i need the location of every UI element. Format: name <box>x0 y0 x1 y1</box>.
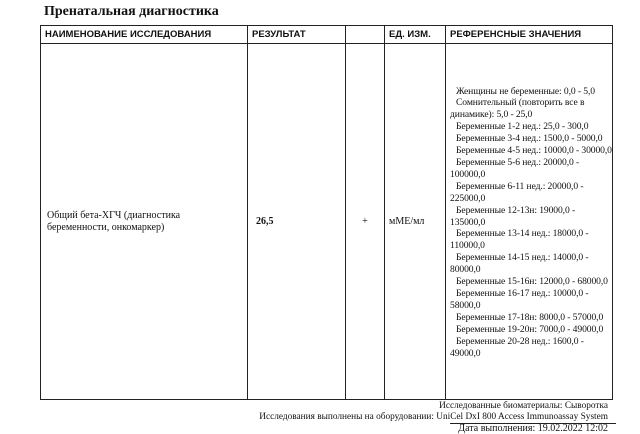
equipment-note: Исследования выполнены на оборудовании: UniCel DxI 800 Access Immunoassay System <box>259 412 608 422</box>
table-row <box>41 44 613 400</box>
biomaterial-note: Исследованные биоматериалы: Сыворотка <box>439 401 608 411</box>
result-flag: + <box>346 44 385 400</box>
header-flag <box>346 26 385 44</box>
reference-value: Беременные 13-14 нед.: 18000,0 - 110000,0 <box>450 228 589 252</box>
header-result: РЕЗУЛЬТАТ <box>248 26 346 44</box>
header-reference-values: РЕФЕРЕНСНЫЕ ЗНАЧЕНИЯ <box>446 26 613 44</box>
section-title: Пренатальная диагностика <box>44 4 219 19</box>
reference-value: Беременные 3-4 нед.: 1500,0 - 5000,0 <box>456 133 603 145</box>
reference-value: Беременные 20-28 нед.: 1600,0 - 49000,0 <box>450 335 584 359</box>
reference-value: Беременные 6-11 нед.: 20000,0 - 225000,0 <box>450 180 584 204</box>
reference-values-cell <box>446 44 613 400</box>
reference-value: Сомнительный (повторить все в динамике): 5,0 - 25,0 <box>450 97 585 121</box>
reference-value: Беременные 19-20н: 7000,0 - 49000,0 <box>456 323 604 335</box>
reference-value: Беременные 1-2 нед.: 25,0 - 300,0 <box>456 121 589 133</box>
reference-value: Беременные 4-5 нед.: 10000,0 - 30000,0 <box>456 145 612 157</box>
reference-value: Беременные 12-13н: 19000,0 - 135000,0 <box>450 204 576 228</box>
reference-value: Беременные 17-18н: 8000,0 - 57000,0 <box>456 311 604 323</box>
header-unit: ЕД. ИЗМ. <box>385 26 446 44</box>
execution-date-text: Дата выполнения: 19.02.2022 12:02 <box>458 423 608 434</box>
reference-value: Женщины не беременные: 0,0 - 5,0 <box>456 85 596 97</box>
test-unit: мМЕ/мл <box>385 44 446 400</box>
footer-divider <box>450 423 616 424</box>
reference-value: Беременные 14-15 нед.: 14000,0 - 80000,0 <box>450 252 589 276</box>
reference-value: Беременные 5-6 нед.: 20000,0 - 100000,0 <box>450 157 580 180</box>
test-name: Общий бета-ХГЧ (диагностика беременности, онкомаркер) <box>41 44 248 400</box>
reference-value: Беременные 16-17 нед.: 10000,0 - 58000,0 <box>450 287 589 311</box>
results-table <box>40 25 613 400</box>
header-name: НАИМЕНОВАНИЕ ИССЛЕДОВАНИЯ <box>41 26 248 44</box>
execution-date <box>458 423 608 434</box>
test-result: 26,5 <box>248 44 346 400</box>
table-header-row <box>41 26 613 44</box>
reference-value: Беременные 15-16н: 12000,0 - 68000,0 <box>456 276 608 288</box>
